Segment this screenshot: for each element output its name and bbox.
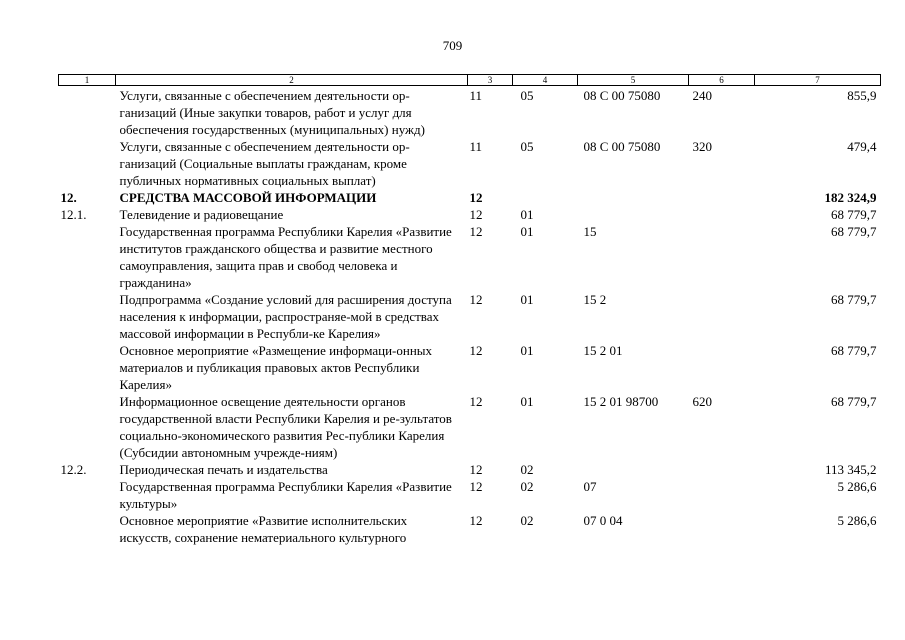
target-article-code: 07 [583, 479, 597, 494]
expense-type-code: 620 [692, 394, 712, 409]
section-code: 12 [469, 207, 483, 222]
subsection-code: 05 [520, 139, 534, 154]
column-header-2: 2 [116, 75, 468, 86]
row-name: Государственная программа Республики Карелия «Развитие институтов гражданского общества и развитие местного самоуправления, защита прав и свобод человека и гражданина» [119, 224, 452, 290]
table-row [59, 393, 881, 461]
column-header-3: 3 [468, 75, 513, 86]
expense-type-code [689, 478, 755, 512]
target-article-code: 08 С 00 75080 [583, 139, 661, 154]
subsection-code: 02 [520, 462, 534, 477]
expense-type-code [689, 291, 755, 342]
table-row [59, 138, 881, 189]
subsection-code: 01 [520, 394, 534, 409]
section-code: 11 [469, 88, 483, 103]
target-article-code: 15 2 01 98700 [583, 394, 659, 409]
table-row [59, 342, 881, 393]
expense-type-code: 240 [692, 88, 712, 103]
table-row [59, 206, 881, 223]
section-code: 12 [469, 394, 483, 409]
expense-type-code [689, 342, 755, 393]
subsection-code: 01 [520, 207, 534, 222]
subsection-code: 01 [520, 224, 534, 239]
column-header-6: 6 [689, 75, 755, 86]
row-number [59, 512, 116, 546]
table-row [59, 512, 881, 546]
subsection-code: 05 [520, 88, 534, 103]
section-code: 12 [469, 479, 483, 494]
row-amount: 68 779,7 [831, 394, 877, 409]
section-code: 12 [469, 292, 483, 307]
row-number [59, 223, 116, 291]
row-amount: 68 779,7 [831, 207, 877, 222]
budget-table [58, 74, 881, 546]
row-name: Информационное освещение деятельности органов государственной власти Республики Карелия и ре-зультатов социально-экономического развития Рес-публики Карелия (Субсидии автономным учрежде-ниям) [119, 394, 452, 460]
row-number: 12. [60, 190, 77, 205]
row-name: Услуги, связанные с обеспечением деятельности ор-ганизаций (Иные закупки товаров, работ и услуг для обеспечения государственных (муниципальных) нужд) [119, 88, 425, 137]
expense-type-code [689, 223, 755, 291]
column-header-4: 4 [513, 75, 578, 86]
row-name: Телевидение и радиовещание [119, 207, 284, 222]
row-number: 12.1. [60, 207, 87, 222]
subsection-code: 01 [520, 292, 534, 307]
target-article-code [578, 206, 689, 223]
table-row [59, 189, 881, 206]
section-code: 12 [469, 224, 483, 239]
target-article-code: 08 С 00 75080 [583, 88, 661, 103]
row-name: Основное мероприятие «Развитие исполнительских искусств, сохранение нематериального культурного [119, 513, 408, 545]
target-article-code: 15 2 01 [583, 343, 623, 358]
subsection-code: 01 [520, 343, 534, 358]
row-number [59, 342, 116, 393]
row-number: 12.2. [60, 462, 87, 477]
column-header-7: 7 [755, 75, 881, 86]
row-amount: 5 286,6 [837, 479, 877, 494]
table-row [59, 223, 881, 291]
table-body [59, 86, 881, 547]
subsection-code: 02 [520, 513, 534, 528]
row-amount: 113 345,2 [824, 462, 877, 477]
subsection-code [513, 189, 578, 206]
row-number [59, 291, 116, 342]
expense-type-code [689, 189, 755, 206]
row-name: Основное мероприятие «Размещение информаци-онных материалов и публикация правовых актов Республики Карелия» [119, 343, 433, 392]
row-name: СРЕДСТВА МАССОВОЙ ИНФОРМАЦИИ [119, 190, 377, 205]
row-name: Подпрограмма «Создание условий для расширения доступа населения к информации, распространяе-мой в средствах массовой информации в Республи-ке Карелия» [119, 292, 452, 341]
section-code: 12 [469, 343, 483, 358]
subsection-code: 02 [520, 479, 534, 494]
row-name: Периодическая печать и издательства [119, 462, 328, 477]
expense-type-code [689, 512, 755, 546]
row-number [59, 478, 116, 512]
row-amount: 855,9 [847, 88, 877, 103]
table-row [59, 461, 881, 478]
table-row [59, 478, 881, 512]
section-code: 12 [469, 513, 483, 528]
row-number [59, 138, 116, 189]
expense-type-code [689, 461, 755, 478]
section-code: 12 [469, 462, 483, 477]
target-article-code: 15 [583, 224, 597, 239]
row-amount: 5 286,6 [837, 513, 877, 528]
section-code: 12 [469, 190, 483, 205]
row-number [59, 86, 116, 139]
row-amount: 68 779,7 [831, 292, 877, 307]
target-article-code: 15 2 [583, 292, 607, 307]
expense-type-code [689, 206, 755, 223]
row-amount: 68 779,7 [831, 224, 877, 239]
section-code: 11 [469, 139, 483, 154]
expense-type-code: 320 [692, 139, 712, 154]
row-amount: 68 779,7 [831, 343, 877, 358]
row-name: Государственная программа Республики Карелия «Развитие культуры» [119, 479, 452, 511]
target-article-code [578, 189, 689, 206]
header-row [59, 75, 881, 86]
column-header-5: 5 [578, 75, 689, 86]
row-number [59, 393, 116, 461]
row-amount: 479,4 [847, 139, 877, 154]
table-row [59, 291, 881, 342]
page-number: 709 [442, 38, 463, 53]
row-name: Услуги, связанные с обеспечением деятельности ор-ганизаций (Социальные выплаты гражданам, кроме публичных нормативных социальных выплат) [119, 139, 410, 188]
column-header-1: 1 [59, 75, 116, 86]
target-article-code: 07 0 04 [583, 513, 623, 528]
target-article-code [578, 461, 689, 478]
table-row [59, 86, 881, 139]
row-amount: 182 324,9 [824, 190, 877, 205]
